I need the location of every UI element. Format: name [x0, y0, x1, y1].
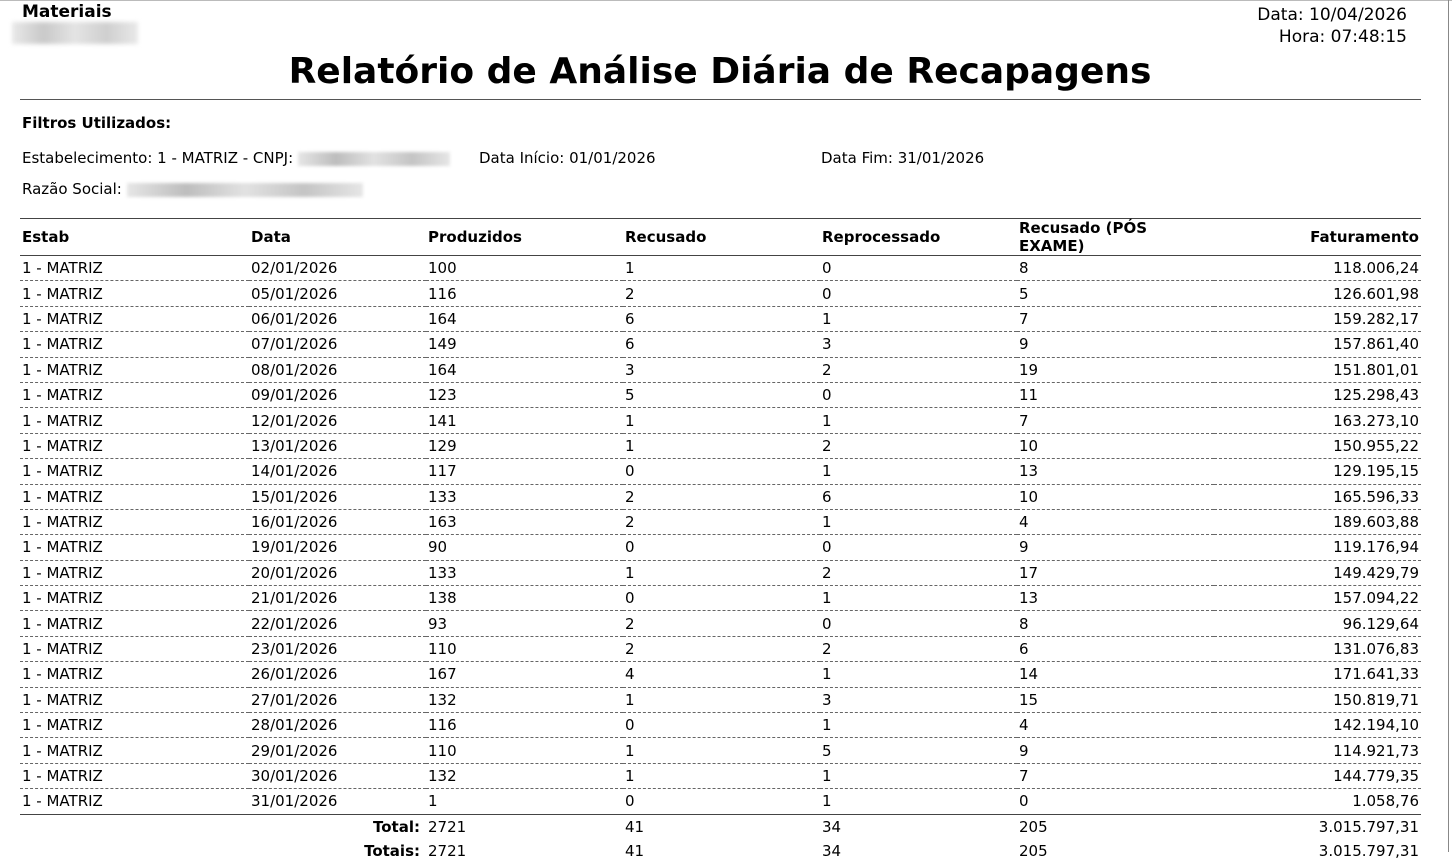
cell-recusado: 0	[625, 589, 635, 608]
cell-data: 22/01/2026	[251, 614, 338, 633]
filter-start-date: Data Início: 01/01/2026	[479, 149, 656, 167]
cell-estab: 1 - MATRIZ	[22, 716, 103, 735]
cell-faturamento: 157.094,22	[1333, 589, 1419, 608]
table-row	[20, 509, 1421, 534]
cell-data: 13/01/2026	[251, 436, 338, 455]
cell-recusado-pos-exame: 9	[1019, 741, 1029, 760]
cell-recusado: 0	[625, 716, 635, 735]
cell-reprocessado: 6	[822, 487, 832, 506]
cell-recusado: 6	[625, 335, 635, 354]
redacted-cnpj	[298, 152, 450, 166]
cell-estab: 1 - MATRIZ	[22, 792, 103, 811]
cell-reprocessado: 1	[822, 792, 832, 811]
title-divider	[20, 99, 1421, 100]
filter-company-name-label: Razão Social:	[22, 180, 122, 198]
cell-produzidos: 1	[428, 792, 438, 811]
cell-data: 16/01/2026	[251, 513, 338, 532]
cell-data: 31/01/2026	[251, 792, 338, 811]
cell-reprocessado: 1	[822, 589, 832, 608]
cell-estab: 1 - MATRIZ	[22, 360, 103, 379]
cell-recusado-pos-exame: 5	[1019, 284, 1029, 303]
cell-faturamento: 144.779,35	[1333, 767, 1419, 785]
cell-reprocessado: 1	[822, 513, 832, 532]
cell-recusado-pos-exame: 15	[1019, 690, 1039, 709]
total-pos-exame: 205	[1019, 817, 1048, 836]
totals-pos-exame: 205	[1019, 842, 1048, 861]
cell-reprocessado: 2	[822, 563, 832, 582]
cell-recusado-pos-exame: 9	[1019, 335, 1029, 354]
cell-recusado: 1	[625, 741, 635, 760]
cell-faturamento: 119.176,94	[1333, 538, 1419, 557]
cell-reprocessado: 0	[822, 386, 832, 405]
table-row	[20, 687, 1421, 712]
cell-data: 07/01/2026	[251, 335, 338, 354]
cell-reprocessado: 1	[822, 716, 832, 735]
cell-produzidos: 90	[428, 538, 448, 557]
cell-data: 26/01/2026	[251, 665, 338, 684]
filter-establishment-label: Estabelecimento: 1 - MATRIZ - CNPJ:	[22, 149, 294, 167]
cell-estab: 1 - MATRIZ	[22, 563, 103, 582]
cell-recusado-pos-exame: 4	[1019, 513, 1029, 532]
cell-recusado: 1	[625, 259, 635, 278]
cell-estab: 1 - MATRIZ	[22, 690, 103, 709]
cell-recusado-pos-exame: 10	[1019, 487, 1039, 506]
total-reprocessado: 34	[822, 817, 842, 836]
total-row	[20, 814, 1421, 839]
cell-reprocessado: 2	[822, 436, 832, 455]
cell-produzidos: 110	[428, 640, 457, 659]
col-header-data: Data	[251, 228, 291, 246]
cell-recusado: 0	[625, 462, 635, 481]
cell-faturamento: 163.273,10	[1333, 411, 1419, 430]
cell-faturamento: 131.076,83	[1333, 640, 1419, 659]
col-header-produzidos: Produzidos	[428, 228, 522, 246]
cell-data: 27/01/2026	[251, 690, 338, 709]
table-row	[20, 256, 1421, 281]
page-top-border	[0, 0, 1452, 1]
redacted-company-name	[127, 183, 363, 197]
cell-reprocessado: 1	[822, 411, 832, 430]
cell-reprocessado: 0	[822, 538, 832, 557]
cell-data: 05/01/2026	[251, 284, 338, 303]
cell-faturamento: 165.596,33	[1333, 487, 1419, 506]
table-row	[20, 560, 1421, 585]
cell-estab: 1 - MATRIZ	[22, 462, 103, 481]
cell-recusado-pos-exame: 7	[1019, 767, 1029, 785]
cell-recusado: 1	[625, 563, 635, 582]
cell-produzidos: 133	[428, 487, 457, 506]
cell-data: 12/01/2026	[251, 411, 338, 430]
totals-faturamento: 3.015.797,31	[1318, 842, 1419, 861]
cell-produzidos: 167	[428, 665, 457, 684]
cell-estab: 1 - MATRIZ	[22, 538, 103, 557]
table-row	[20, 332, 1421, 357]
cell-faturamento: 171.641,33	[1333, 665, 1419, 684]
cell-recusado-pos-exame: 4	[1019, 716, 1029, 735]
col-header-recusado-pos-exame: Recusado (PÓS EXAME)	[1019, 219, 1148, 255]
cell-faturamento: 142.194,10	[1333, 716, 1419, 735]
cell-reprocessado: 1	[822, 309, 832, 328]
cell-recusado-pos-exame: 11	[1019, 386, 1039, 405]
cell-produzidos: 133	[428, 563, 457, 582]
cell-estab: 1 - MATRIZ	[22, 640, 103, 659]
cell-faturamento: 150.955,22	[1333, 436, 1419, 455]
table-row	[20, 763, 1421, 788]
cell-recusado-pos-exame: 13	[1019, 589, 1039, 608]
totals-reprocessado: 34	[822, 842, 842, 861]
col-header-recusado: Recusado	[625, 228, 707, 246]
cell-produzidos: 117	[428, 462, 457, 481]
cell-data: 20/01/2026	[251, 563, 338, 582]
recap-table	[20, 218, 1421, 863]
cell-reprocessado: 0	[822, 259, 832, 278]
cell-estab: 1 - MATRIZ	[22, 436, 103, 455]
totals-produzidos: 2721	[428, 842, 467, 861]
cell-faturamento: 159.282,17	[1333, 309, 1419, 328]
cell-recusado-pos-exame: 7	[1019, 411, 1029, 430]
cell-estab: 1 - MATRIZ	[22, 589, 103, 608]
cell-estab: 1 - MATRIZ	[22, 487, 103, 506]
cell-data: 23/01/2026	[251, 640, 338, 659]
table-row	[20, 713, 1421, 738]
cell-produzidos: 149	[428, 335, 457, 354]
cell-produzidos: 132	[428, 690, 457, 709]
table-row	[20, 357, 1421, 382]
cell-recusado: 2	[625, 614, 635, 633]
cell-data: 08/01/2026	[251, 360, 338, 379]
cell-faturamento: 149.429,79	[1333, 563, 1419, 582]
cell-reprocessado: 3	[822, 690, 832, 709]
cell-reprocessado: 5	[822, 741, 832, 760]
table-header-row	[20, 219, 1421, 256]
cell-data: 14/01/2026	[251, 462, 338, 481]
cell-estab: 1 - MATRIZ	[22, 741, 103, 760]
company-name: Materiais	[22, 2, 112, 22]
page-right-border	[1448, 0, 1449, 852]
table-row	[20, 433, 1421, 458]
cell-estab: 1 - MATRIZ	[22, 411, 103, 430]
cell-faturamento: 151.801,01	[1333, 360, 1419, 379]
table-row	[20, 789, 1421, 814]
cell-estab: 1 - MATRIZ	[22, 335, 103, 354]
cell-data: 06/01/2026	[251, 309, 338, 328]
cell-recusado: 2	[625, 513, 635, 532]
cell-produzidos: 132	[428, 767, 457, 785]
cell-recusado: 1	[625, 690, 635, 709]
totals-label: Totais:	[364, 842, 420, 861]
cell-estab: 1 - MATRIZ	[22, 665, 103, 684]
col-header-reprocessado: Reprocessado	[822, 228, 941, 246]
cell-faturamento: 114.921,73	[1333, 741, 1419, 760]
cell-data: 19/01/2026	[251, 538, 338, 557]
total-produzidos: 2721	[428, 817, 467, 836]
cell-recusado-pos-exame: 14	[1019, 665, 1039, 684]
cell-data: 02/01/2026	[251, 259, 338, 278]
report-meta	[1257, 4, 1407, 48]
cell-recusado-pos-exame: 0	[1019, 792, 1029, 811]
table-row	[20, 611, 1421, 636]
table-row	[20, 662, 1421, 687]
totals-row	[20, 839, 1421, 863]
table-row	[20, 535, 1421, 560]
cell-faturamento: 129.195,15	[1333, 462, 1419, 481]
table-row	[20, 281, 1421, 306]
cell-estab: 1 - MATRIZ	[22, 614, 103, 633]
cell-produzidos: 164	[428, 309, 457, 328]
totals-spacer	[20, 839, 249, 863]
cell-recusado: 0	[625, 792, 635, 811]
cell-data: 21/01/2026	[251, 589, 338, 608]
cell-reprocessado: 1	[822, 665, 832, 684]
table-row	[20, 586, 1421, 611]
cell-faturamento: 1.058,76	[1352, 792, 1419, 811]
table-row	[20, 382, 1421, 407]
cell-produzidos: 138	[428, 589, 457, 608]
cell-faturamento: 96.129,64	[1342, 614, 1419, 633]
cell-recusado: 2	[625, 487, 635, 506]
cell-produzidos: 123	[428, 386, 457, 405]
filters-label: Filtros Utilizados:	[22, 114, 172, 132]
cell-recusado-pos-exame: 8	[1019, 259, 1029, 278]
cell-data: 15/01/2026	[251, 487, 338, 506]
cell-produzidos: 116	[428, 284, 457, 303]
totals-recusado: 41	[625, 842, 645, 861]
cell-reprocessado: 3	[822, 335, 832, 354]
cell-recusado: 2	[625, 640, 635, 659]
cell-estab: 1 - MATRIZ	[22, 259, 103, 278]
cell-recusado: 3	[625, 360, 635, 379]
cell-produzidos: 164	[428, 360, 457, 379]
cell-data: 09/01/2026	[251, 386, 338, 405]
report-title: Relatório de Análise Diária de Recapagens	[288, 51, 1152, 92]
cell-produzidos: 129	[428, 436, 457, 455]
cell-produzidos: 93	[428, 614, 448, 633]
cell-reprocessado: 2	[822, 640, 832, 659]
cell-recusado-pos-exame: 17	[1019, 563, 1039, 582]
cell-faturamento: 150.819,71	[1333, 690, 1419, 709]
cell-faturamento: 189.603,88	[1333, 513, 1419, 532]
report-date: Data: 10/04/2026	[1257, 5, 1407, 25]
table-row	[20, 306, 1421, 331]
cell-recusado: 6	[625, 309, 635, 328]
filter-end-date: Data Fim: 31/01/2026	[821, 149, 985, 167]
table-body	[20, 256, 1421, 815]
cell-estab: 1 - MATRIZ	[22, 767, 103, 785]
cell-recusado: 1	[625, 436, 635, 455]
col-header-estab: Estab	[22, 228, 70, 246]
cell-recusado: 0	[625, 538, 635, 557]
cell-recusado: 5	[625, 386, 635, 405]
total-faturamento: 3.015.797,31	[1318, 817, 1419, 836]
cell-recusado-pos-exame: 8	[1019, 614, 1029, 633]
table-row	[20, 459, 1421, 484]
cell-recusado-pos-exame: 13	[1019, 462, 1039, 481]
cell-recusado: 1	[625, 411, 635, 430]
total-spacer	[20, 814, 249, 839]
table-row	[20, 408, 1421, 433]
cell-estab: 1 - MATRIZ	[22, 386, 103, 405]
cell-faturamento: 125.298,43	[1333, 386, 1419, 405]
total-label: Total:	[373, 817, 420, 836]
report-time: Hora: 07:48:15	[1278, 27, 1407, 47]
cell-recusado-pos-exame: 6	[1019, 640, 1029, 659]
cell-produzidos: 163	[428, 513, 457, 532]
cell-estab: 1 - MATRIZ	[22, 284, 103, 303]
table-row	[20, 636, 1421, 661]
cell-data: 29/01/2026	[251, 741, 338, 760]
cell-reprocessado: 0	[822, 284, 832, 303]
cell-produzidos: 100	[428, 259, 457, 278]
cell-faturamento: 157.861,40	[1333, 335, 1419, 354]
cell-estab: 1 - MATRIZ	[22, 513, 103, 532]
cell-recusado-pos-exame: 19	[1019, 360, 1039, 379]
col-header-faturamento: Faturamento	[1310, 228, 1419, 246]
cell-faturamento: 126.601,98	[1333, 284, 1419, 303]
cell-produzidos: 116	[428, 716, 457, 735]
table-row	[20, 484, 1421, 509]
cell-reprocessado: 0	[822, 614, 832, 633]
filter-establishment	[22, 149, 450, 167]
cell-produzidos: 141	[428, 411, 457, 430]
redacted-company-detail	[12, 22, 138, 44]
cell-recusado: 1	[625, 767, 635, 785]
total-recusado: 41	[625, 817, 645, 836]
cell-reprocessado: 1	[822, 462, 832, 481]
cell-faturamento: 118.006,24	[1333, 259, 1419, 278]
cell-recusado-pos-exame: 10	[1019, 436, 1039, 455]
cell-recusado: 2	[625, 284, 635, 303]
filter-company-name	[22, 180, 363, 198]
cell-reprocessado: 2	[822, 360, 832, 379]
cell-recusado-pos-exame: 7	[1019, 309, 1029, 328]
cell-recusado: 4	[625, 665, 635, 684]
table-row	[20, 738, 1421, 763]
cell-data: 30/01/2026	[251, 767, 338, 785]
cell-estab: 1 - MATRIZ	[22, 309, 103, 328]
cell-reprocessado: 1	[822, 767, 832, 785]
cell-recusado-pos-exame: 9	[1019, 538, 1029, 557]
cell-data: 28/01/2026	[251, 716, 338, 735]
cell-produzidos: 110	[428, 741, 457, 760]
